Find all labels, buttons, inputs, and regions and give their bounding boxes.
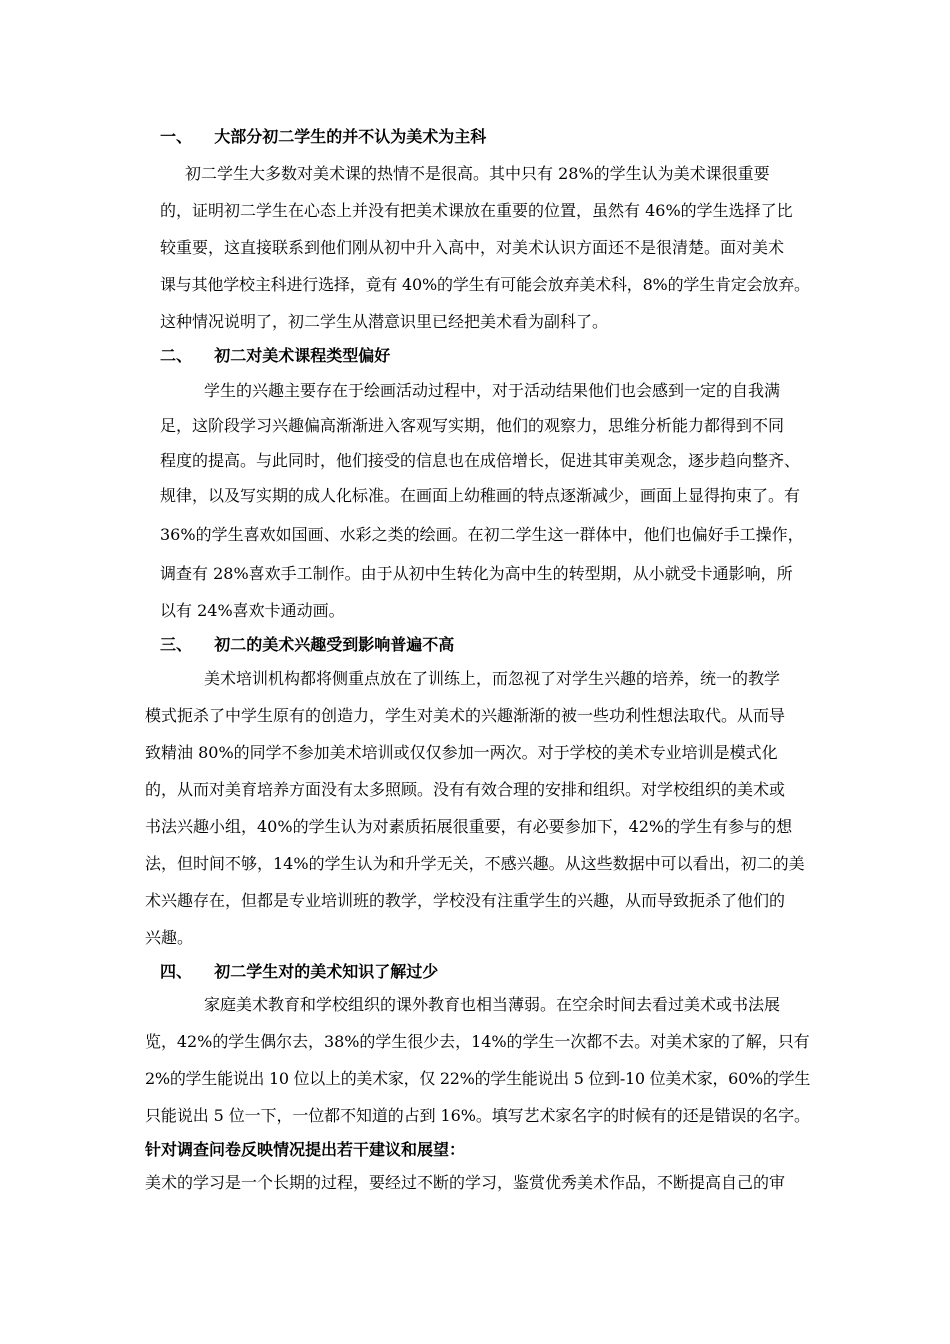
section-3-line: 致精油 80%的同学不参加美术培训或仅仅参加一两次。对于学校的美术专业培训是模式化 — [145, 743, 778, 762]
section-1-line: 的，证明初二学生在心态上并没有把美术课放在重要的位置，虽然有 46%的学生选择了比 — [160, 201, 793, 220]
section-2-line: 以有 24%喜欢卡通动画。 — [160, 601, 345, 620]
section-2-line: 学生的兴趣主要存在于绘画活动过程中，对于活动结果他们也会感到一定的自我满 — [204, 381, 781, 400]
section-4-line: 家庭美术教育和学校组织的课外教育也相当薄弱。在空余时间去看过美术或书法展 — [204, 995, 781, 1014]
closing-line: 美术的学习是一个长期的过程，要经过不断的学习，鉴赏优秀美术作品，不断提高自己的审 — [145, 1173, 786, 1192]
section-1-line: 初二学生大多数对美术课的热情不是很高。其中只有 28%的学生认为美术课很重要 — [185, 164, 770, 183]
section-3-line: 模式扼杀了中学生原有的创造力，学生对美术的兴趣渐渐的被一些功利性想法取代。从而导 — [145, 706, 786, 725]
section-3-line: 书法兴趣小组，40%的学生认为对素质拓展很重要，有必要参加下，42%的学生有参与的想 — [145, 817, 793, 836]
section-3-line: 术兴趣存在，但都是专业培训班的教学，学校没有注重学生的兴趣，从而导致扼杀了他们的 — [145, 891, 786, 910]
section-3-line: 美术培训机构都将侧重点放在了训练上，而忽视了对学生兴趣的培养，统一的教学 — [204, 669, 781, 688]
section-2-line: 程度的提高。与此同时，他们接受的信息也在成倍增长，促进其审美观念，逐步趋向整齐、 — [160, 451, 801, 470]
section-3-line: 法，但时间不够，14%的学生认为和升学无关，不感兴趣。从这些数据中可以看出，初二的美 — [145, 854, 805, 873]
section-1-line: 较重要，这直接联系到他们刚从初中升入高中，对美术认识方面还不是很清楚。面对美术 — [160, 238, 785, 257]
section-3-line: 的，从而对美育培养方面没有太多照顾。没有有效合理的安排和组织。对学校组织的美术或 — [145, 780, 786, 799]
section-2-line: 足，这阶段学习兴趣偏高渐渐进入客观写实期，他们的观察力，思维分析能力都得到不同 — [160, 416, 785, 435]
section-3-line: 兴趣。 — [145, 928, 194, 947]
section-1-heading: 一、 大部分初二学生的并不认为美术为主科 — [160, 127, 487, 146]
section-4-line: 览，42%的学生偶尔去，38%的学生很少去，14%的学生一次都不去。对美术家的了解，只有 — [145, 1032, 810, 1051]
section-2-heading: 二、 初二对美术课程类型偏好 — [160, 346, 391, 365]
closing-heading: 针对调查问卷反映情况提出若干建议和展望： — [145, 1140, 466, 1159]
section-2-line: 规律，以及写实期的成人化标准。在画面上幼稚画的特点逐渐减少，画面上显得拘束了。有 — [160, 486, 801, 505]
section-3-heading: 三、 初二的美术兴趣受到影响普遍不高 — [160, 635, 455, 654]
section-2-line: 36%的学生喜欢如国画、水彩之类的绘画。在初二学生这一群体中，他们也偏好手工操作， — [160, 525, 804, 544]
section-1-line: 课与其他学校主科进行选择，竟有 40%的学生有可能会放弃美术科，8%的学生肯定会放弃。 — [160, 275, 810, 294]
section-2-line: 调查有 28%喜欢手工制作。由于从初中生转化为高中生的转型期，从小就受卡通影响，所 — [160, 564, 793, 583]
section-4-line: 只能说出 5 位一下，一位都不知道的占到 16%。填写艺术家名字的时候有的还是错误的名字。 — [145, 1106, 810, 1125]
section-4-heading: 四、 初二学生对的美术知识了解过少 — [160, 962, 439, 981]
section-4-line: 2%的学生能说出 10 位以上的美术家，仅 22%的学生能说出 5 位到-10 位美术家，60%的学生 — [145, 1069, 811, 1088]
section-1-line: 这种情况说明了，初二学生从潜意识里已经把美术看为副科了。 — [160, 312, 609, 331]
